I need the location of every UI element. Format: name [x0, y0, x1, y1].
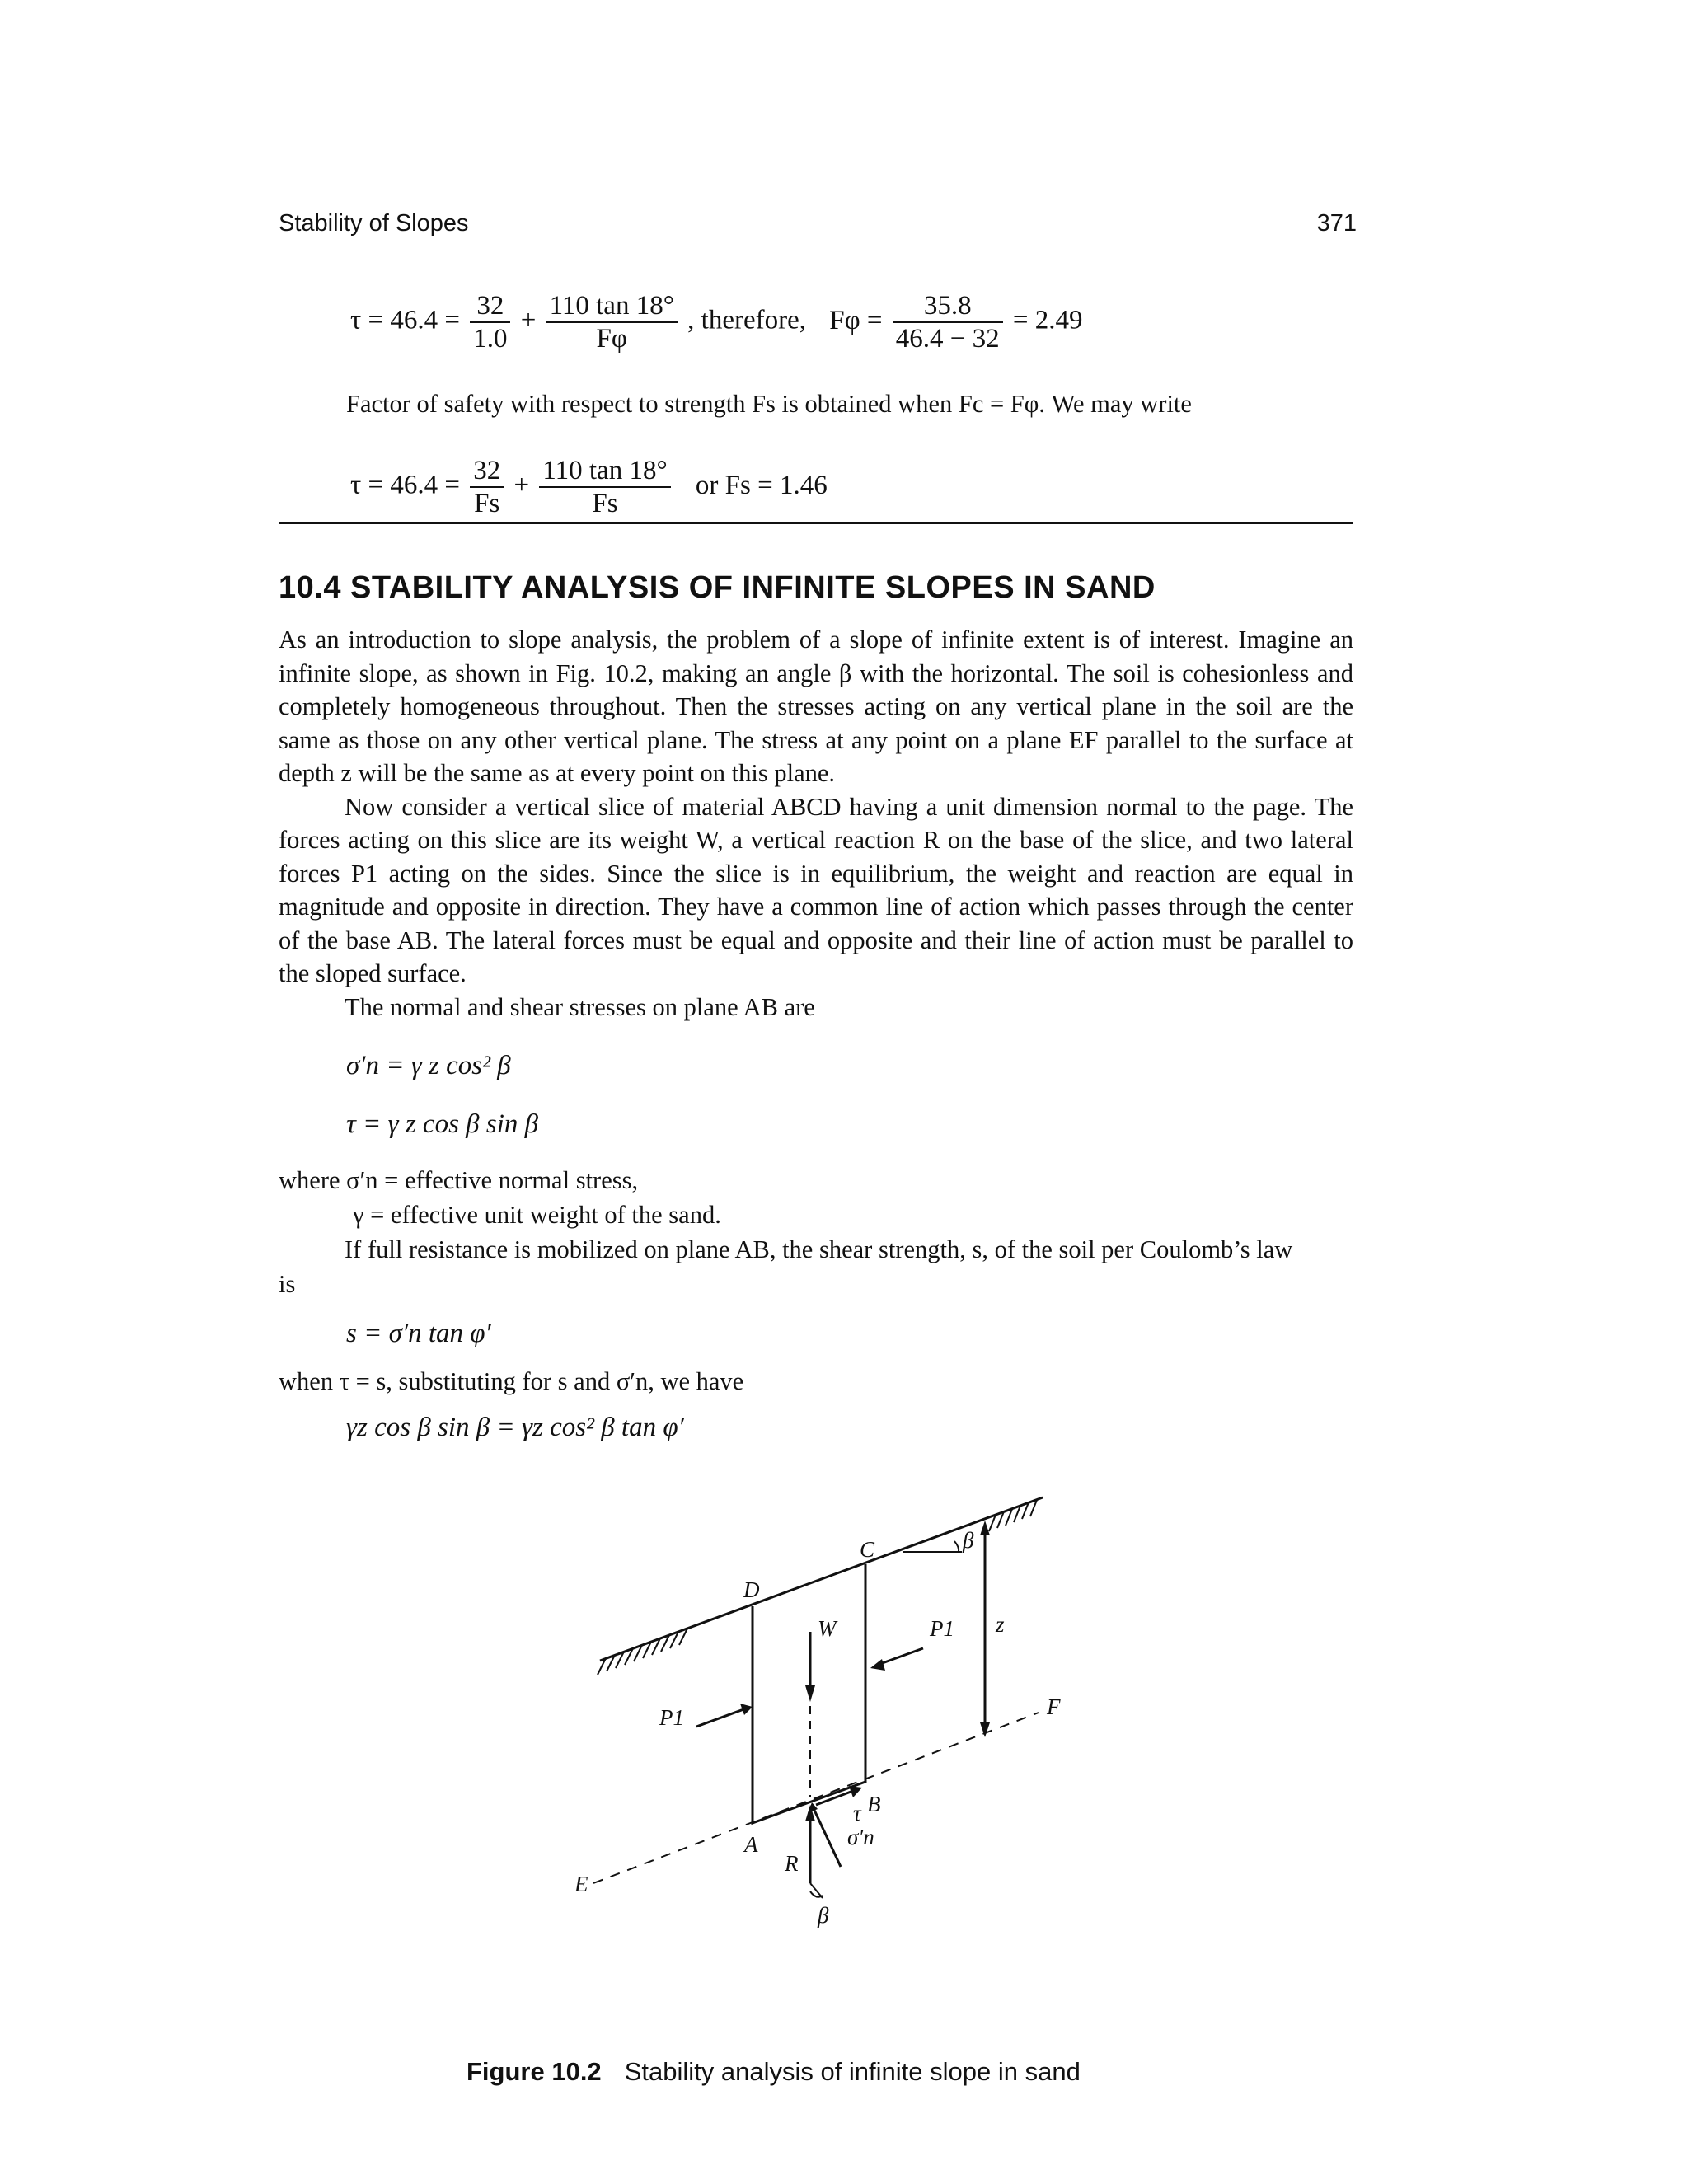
label-d: D [743, 1577, 760, 1602]
eq2-num-1: 32 [470, 455, 504, 488]
label-beta-bottom: β [818, 1903, 829, 1928]
eq2-result: or Fs = 1.46 [695, 470, 828, 500]
eq1-num-2: 110 tan 18° [546, 290, 678, 323]
label-e: E [574, 1872, 588, 1896]
factor-of-safety-sentence [346, 387, 1353, 421]
eq-sigma-n: σ′n = γ z cos² β [346, 1051, 511, 1080]
label-p1-left: P1 [659, 1705, 684, 1730]
running-title: Stability of Slopes [279, 210, 469, 237]
eq1-num-3: 35.8 [893, 290, 1003, 323]
when-line: when τ = s, substituting for s and σ′n, we have [279, 1367, 744, 1395]
beta-top-arc [954, 1541, 959, 1552]
depth-z-arrow-top [980, 1521, 990, 1535]
p1-right-arrow [878, 1648, 923, 1665]
equation-fphi [350, 290, 1083, 354]
figure-caption [467, 2057, 1081, 2087]
eq1-den-1: 1.0 [473, 324, 508, 354]
figure-infinite-slope [560, 1479, 1071, 2040]
label-w: W [818, 1616, 837, 1641]
eq-tau: τ = γ z cos β sin β [346, 1109, 539, 1139]
plane-ef [593, 1713, 1039, 1883]
coulomb-line: If full resistance is mobilized on plane AB, the shear strength, s, of the soil per Coulomb’s law [345, 1235, 1293, 1263]
eq2-lhs: τ = 46.4 = [350, 470, 460, 500]
label-z: z [996, 1612, 1005, 1637]
label-a: A [744, 1832, 758, 1857]
label-b: B [867, 1792, 881, 1816]
eq2-den-1: Fs [474, 489, 500, 518]
eq1-den-3: 46.4 − 32 [895, 324, 1000, 354]
eq-strength: s = σ′n tan φ′ [346, 1319, 491, 1348]
paragraph-3: The normal and shear stresses on plane AB are [345, 992, 815, 1021]
label-sigma-n: σ′n [847, 1825, 874, 1849]
eq1-fraction-1 [470, 290, 510, 354]
weight-arrow-head [805, 1685, 815, 1702]
eq2-num-2: 110 tan 18° [539, 455, 670, 488]
eq1-lhs-2: Fφ = [829, 305, 883, 335]
eq1-therefore: , therefore, [687, 305, 806, 335]
where-line-2: γ = effective unit weight of the sand. [353, 1201, 721, 1229]
p1-right-arrow-head [870, 1659, 885, 1671]
p1-left-arrow [696, 1708, 746, 1727]
where-line-1: where σ′n = effective normal stress, [279, 1166, 639, 1194]
eq2-plus: + [513, 470, 530, 500]
eq2-fraction-1 [470, 455, 504, 519]
depth-z-arrow-bottom [980, 1722, 990, 1737]
figure-caption-label: Figure 10.2 [467, 2057, 602, 2086]
eq-final: γz cos β sin β = γz cos² β tan φ′ [346, 1413, 684, 1442]
ground-hatch-left [598, 1629, 687, 1675]
label-tau: τ [853, 1801, 861, 1825]
label-f: F [1047, 1694, 1061, 1719]
eq1-result: = 2.49 [1012, 305, 1083, 335]
eq2-den-2: Fs [592, 489, 618, 518]
label-r: R [785, 1851, 799, 1876]
factor-sentence-text: Factor of safety with respect to strength Fs is obtained when Fc = Fφ. We may write [346, 390, 1192, 418]
label-beta-top: β [963, 1528, 974, 1553]
section-body [279, 623, 1353, 1024]
equation-fs [350, 455, 828, 519]
eq1-num-1: 32 [470, 290, 510, 323]
paragraph-2: Now consider a vertical slice of material ABCD having a unit dimension normal to the page. The forces acting on this slice are its weight W, a vertical reaction R on the base of the slice, and two lateral forces P1 acting on the sides. Since the slice is in equilibrium, the weight and reaction are equal in magnitude and opposite in direction. They have a common line of action which passes through the center of the base AB. The lateral forces must be equal and opposite and their line of action must be parallel to the sloped surface. [279, 792, 1353, 987]
section-divider [279, 522, 1353, 524]
normal-stress-arrow [812, 1805, 841, 1867]
label-c: C [860, 1537, 875, 1562]
eq1-den-2: Fφ [596, 324, 627, 354]
paragraph-1: As an introduction to slope analysis, the problem of a slope of infinite extent is of interest. Imagine an infinite slope, as shown in Fig. 10.2, making an angle β with the horizontal. The soil is cohesionless and completely homogeneous throughout. Then the stresses acting on any vertical plane in the soil are the same as those on any other vertical plane. The stress at any point on a plane EF parallel to the surface at depth z will be the same as at every point on this plane. [279, 626, 1353, 787]
page-number: 371 [1316, 210, 1357, 237]
beta-bottom-arc [810, 1891, 823, 1897]
eq1-lhs: τ = 46.4 = [350, 305, 460, 335]
figure-caption-text: Stability analysis of infinite slope in sand [624, 2057, 1081, 2086]
section-heading: 10.4 STABILITY ANALYSIS OF INFINITE SLOPES IN SAND [279, 570, 1156, 605]
eq1-fraction-2 [546, 290, 678, 354]
eq2-fraction-2 [539, 455, 670, 519]
coulomb-line-is: is [279, 1270, 296, 1298]
eq1-plus: + [520, 305, 537, 335]
eq1-fraction-3 [893, 290, 1003, 354]
label-p1-right: P1 [930, 1616, 954, 1641]
